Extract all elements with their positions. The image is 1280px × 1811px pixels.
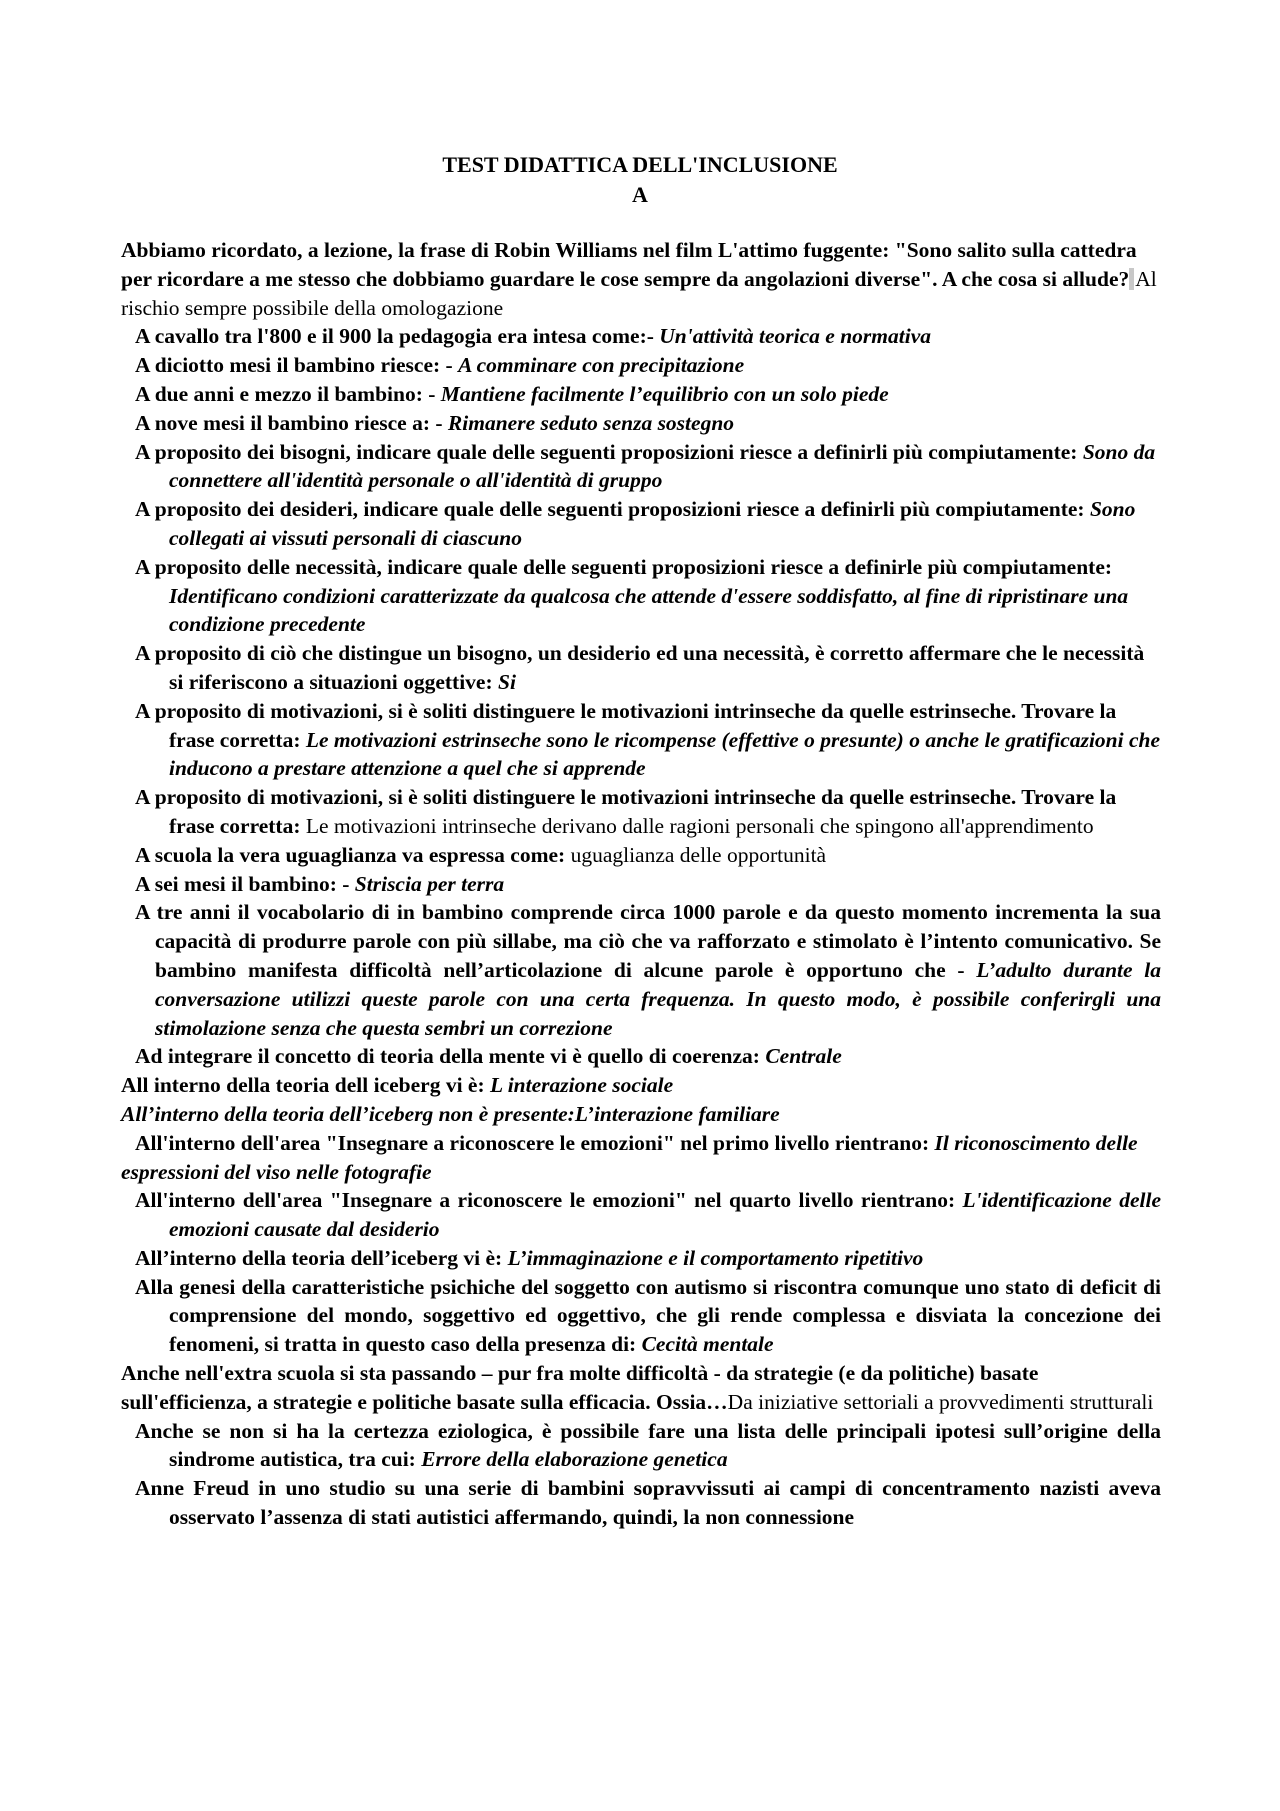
question-text: A due anni e mezzo il bambino: -	[135, 381, 441, 406]
answer-text: L’immaginazione e il comportamento ripetitivo	[507, 1245, 924, 1270]
list-item	[121, 322, 1161, 351]
answer-text: Le motivazioni estrinseche sono le ricompense (effettive o presunte) o anche le gratificazioni che inducono a prestare attenzione a quel che si apprende	[169, 727, 1161, 781]
list-item	[121, 841, 1161, 870]
answer-text: uguaglianza delle opportunità	[570, 842, 827, 867]
answer-text: Il riconoscimento delle espressioni del viso nelle fotografie	[121, 1130, 1138, 1184]
question-text: All'interno dell'area "Insegnare a riconoscere le emozioni" nel primo livello rientrano:	[135, 1130, 935, 1155]
answer-text: Al rischio sempre possibile della omologazione	[121, 266, 1157, 320]
list-item	[121, 870, 1161, 899]
question-text: A diciotto mesi il bambino riesce: -	[135, 353, 459, 378]
answer-text: Le motivazioni intrinseche derivano dalle ragioni personali che spingono all'apprendimento	[305, 813, 1094, 838]
question-text: All interno della teoria dell iceberg vi è:	[121, 1073, 490, 1098]
list-item	[121, 1100, 1161, 1129]
question-text: All’interno della teoria dell’iceberg non è presente:	[121, 1101, 575, 1126]
list-item	[121, 783, 1161, 841]
answer-text: Si	[498, 669, 516, 694]
list-item	[121, 438, 1161, 496]
list-item	[121, 1186, 1161, 1244]
question-list	[121, 236, 1161, 1532]
list-item	[121, 1273, 1161, 1359]
question-text: A sei mesi il bambino: -	[135, 871, 355, 896]
answer-text: Identificano condizioni caratterizzate da qualcosa che attende d'essere soddisfatto, al fine di ripristinare una condizione precedente	[169, 583, 1129, 637]
list-item	[121, 380, 1161, 409]
question-text: Alla genesi della caratteristiche psichiche del soggetto con autismo si riscontra comunque uno stato di deficit di comprensione del mondo, soggettivo ed oggettivo, che gli rende complessa e disviata la concezione dei fenomeni, si tratta in questo caso della presenza di:	[135, 1274, 1161, 1357]
answer-text: L interazione sociale	[490, 1073, 674, 1098]
list-item	[121, 1474, 1161, 1532]
list-item	[121, 1129, 1161, 1187]
answer-text: L'identificazione delle emozioni causate dal desiderio	[169, 1188, 1161, 1242]
question-text: A proposito di motivazioni, si è soliti distinguere le motivazioni intrinseche da quelle estrinseche. Trovare la frase corretta:	[135, 698, 1117, 752]
answer-text: Da iniziative settoriali a provvedimenti strutturali	[727, 1389, 1154, 1414]
answer-text: Mantiene facilmente l’equilibrio con un solo piede	[440, 381, 889, 406]
question-text: A proposito dei bisogni, indicare quale delle seguenti proposizioni riesce a definirli più compiutamente:	[135, 439, 1083, 464]
document-title: TEST DIDATTICA DELL'INCLUSIONE	[442, 152, 838, 177]
answer-text: A comminare con precipitazione	[458, 353, 745, 378]
answer-text: Sono da connettere all'identità personale o all'identità di gruppo	[169, 439, 1156, 493]
list-item	[121, 553, 1161, 639]
question-text: Anche nell'extra scuola si sta passando – pur fra molte difficoltà - da strategie (e da politiche) basate sull'efficienza, a strategie e politiche basate sulla efficacia. Ossia…	[121, 1361, 1039, 1414]
list-item	[121, 1244, 1161, 1273]
list-item	[121, 1042, 1161, 1071]
list-item	[121, 351, 1161, 380]
list-item	[121, 898, 1161, 1042]
answer-text: Un'attività teorica e normativa	[659, 324, 932, 349]
list-item	[121, 1417, 1161, 1475]
question-text: A nove mesi il bambino riesce a: -	[135, 410, 448, 435]
list-item	[121, 697, 1161, 783]
answer-text: Rimanere seduto senza sostegno	[447, 410, 735, 435]
list-item	[121, 639, 1161, 697]
list-item	[121, 1071, 1161, 1100]
question-text: All'interno dell'area "Insegnare a riconoscere le emozioni" nel quarto livello rientrano:	[135, 1188, 963, 1213]
answer-text: Sono collegati ai vissuti personali di ciascuno	[169, 497, 1136, 550]
question-text: A proposito di motivazioni, si è soliti distinguere le motivazioni intrinseche da quelle estrinseche. Trovare la frase corretta:	[135, 785, 1117, 838]
text-cursor	[1129, 268, 1134, 290]
list-item	[121, 409, 1161, 438]
question-text: All’interno della teoria dell’iceberg vi è:	[135, 1245, 508, 1270]
document-subtitle: A	[632, 182, 648, 207]
answer-text: Centrale	[765, 1044, 842, 1069]
question-text: Ad integrare il concetto di teoria della mente vi è quello di coerenza:	[135, 1044, 766, 1069]
answer-text: Cecità mentale	[641, 1332, 774, 1357]
list-item	[121, 495, 1161, 553]
question-text: A proposito dei desideri, indicare quale delle seguenti proposizioni riesce a definirli più compiutamente:	[135, 497, 1090, 522]
answer-text: Errore della elaborazione genetica	[421, 1447, 728, 1472]
question-text: A proposito delle necessità, indicare quale delle seguenti proposizioni riesce a definirle più compiutamente:	[135, 554, 1113, 579]
question-text: Anche se non si ha la certezza eziologica, è possibile fare una lista delle principali ipotesi sull’origine della sindrome autistica, tra cui:	[135, 1418, 1161, 1472]
answer-text: L’interazione familiare	[574, 1101, 780, 1126]
question-text: Anne Freud in uno studio su una serie di bambini sopravvissuti ai campi di concentramento nazisti aveva osservato l’assenza di stati autistici affermando, quindi, la non connessione	[135, 1476, 1161, 1530]
answer-text: L’adulto durante la conversazione utilizzi queste parole con una certa frequenza. In questo modo, è possibile conferirgli una stimolazione senza che questa sembri un correzione	[155, 957, 1161, 1040]
question-text: Abbiamo ricordato, a lezione, la frase di Robin Williams nel film L'attimo fuggente: "Sono salito sulla cattedra per ricordare a me stesso che dobbiamo guardare le cose sempre da angolazioni diverse". A che cosa si allude?	[121, 238, 1137, 291]
question-text: A tre anni il vocabolario di in bambino comprende circa 1000 parole e da questo momento incrementa la sua capacità di produrre parole con più sillabe, ma ciò che va rafforzato e stimolato è l’intento comunicativo. Se bambino manifesta difficoltà nell’articolazione di alcune parole è opportuno che -	[135, 900, 1161, 982]
list-item	[121, 236, 1161, 322]
list-item	[121, 1359, 1161, 1417]
answer-text: Striscia per terra	[354, 871, 505, 896]
question-text: A cavallo tra l'800 e il 900 la pedagogia era intesa come:-	[135, 324, 660, 349]
question-text: A scuola la vera uguaglianza va espressa come:	[135, 842, 571, 867]
question-text: A proposito di ciò che distingue un bisogno, un desiderio ed una necessità, è corretto affermare che le necessità si riferiscono a situazioni oggettive:	[135, 641, 1145, 694]
